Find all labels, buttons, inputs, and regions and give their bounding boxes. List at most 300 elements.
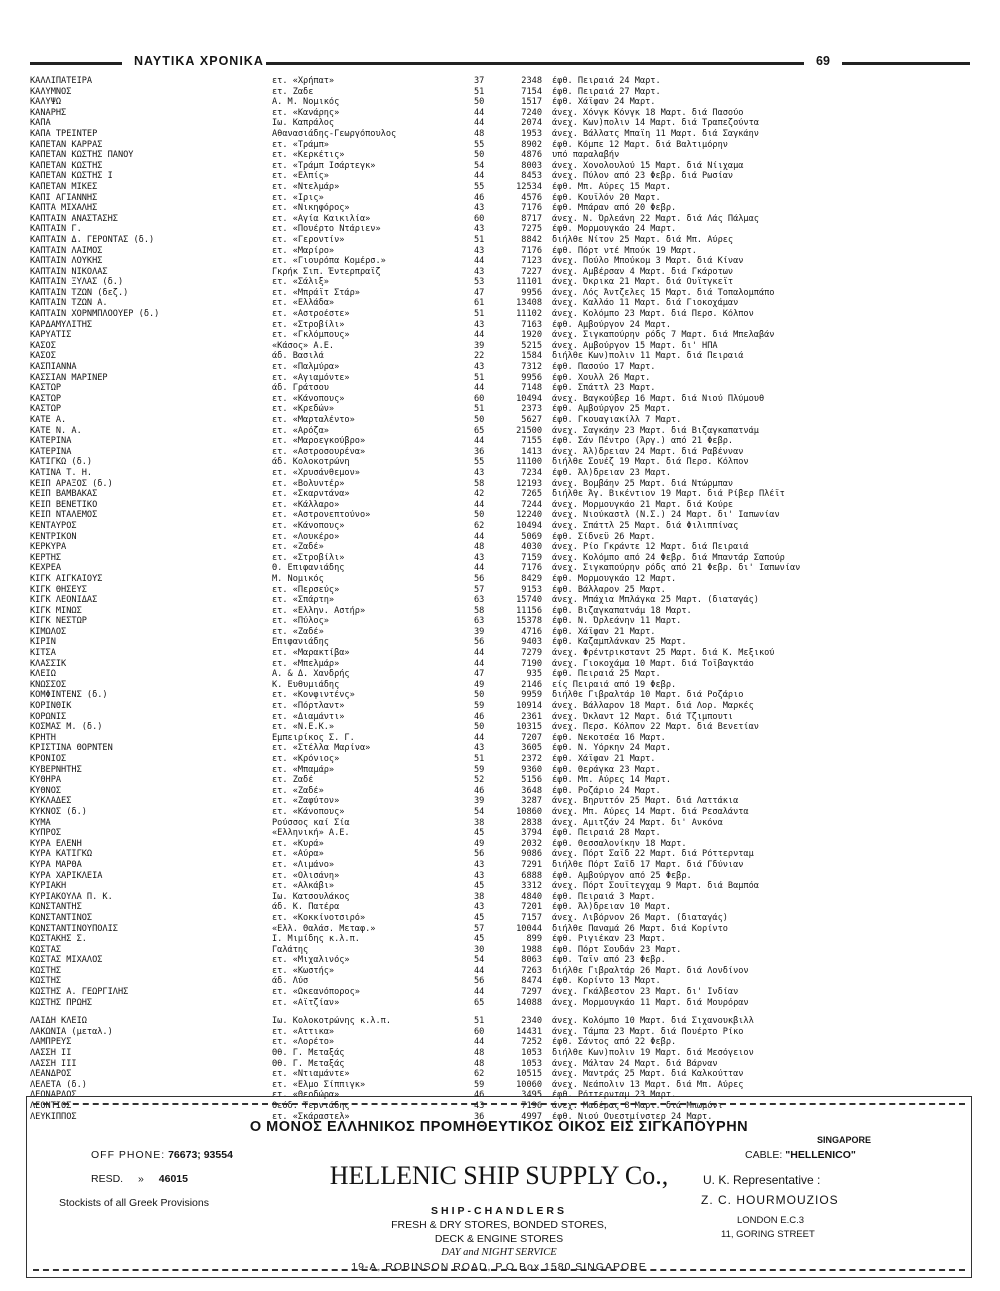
build-year: 42 [474,489,485,500]
table-row [30,383,970,394]
tonnage: 7244 [521,499,542,510]
ship-movement: διήλθε Άγ. Βικέντιον 19 Μαρτ. διά Ρίβερ Πλέϊτ [552,489,785,500]
ship-name: ΚΩΣΤΗΣ [30,965,62,976]
build-year: 44 [474,732,485,743]
ship-name: ΚΑΠΙ ΑΓΙΑΝΝΗΣ [30,192,98,203]
tonnage: 7279 [521,648,542,659]
ship-name: ΚΑΛΥΨΩ [30,97,62,108]
ship-name: ΚΑΣΟΣ [30,340,56,351]
tonnage: 7123 [521,256,542,267]
tonnage: 15740 [516,595,542,606]
build-year: 51 [474,404,485,415]
ship-owner: ετ. «Τράμπ» [272,139,329,150]
ship-name: ΚΥΡΑ ΜΑΡΘΑ [30,859,82,870]
table-row [30,849,970,860]
ship-name: ΚΥΡΙΑΚΟΥΛΑ Π. Κ. [30,891,113,902]
build-year: 44 [474,330,485,341]
ship-name: ΚΥΚΝΟΣ (δ.) [30,806,87,817]
ship-movement: διήλθε Νίτον 25 Μαρτ. διά Μπ. Αύρες [552,234,734,245]
ship-name: ΚΡΗΤΗ [30,732,56,743]
ship-movement: διήλθε Πόρτ Σαϊδ 17 Μαρτ. διά Γδύνιαν [552,859,744,870]
ship-owner: άδ. Κ. Πατέρα [272,902,340,913]
build-year: 51 [474,309,485,320]
ship-movement: έφθ. Χουλλ 26 Μαρτ. [552,372,651,383]
cable-address [745,1149,856,1161]
ship-owner: άδ. Γράτσου [272,383,329,394]
build-year: 30 [474,944,485,955]
ship-owner: ετ. «Αύρα» [272,849,324,860]
ship-owner: ετ. Ζαδέ [272,775,314,786]
tonnage: 4997 [521,1111,542,1122]
ad-company-name: HELLENIC SHIP SUPPLY Co., [329,1161,669,1190]
build-year: 55 [474,181,485,192]
ship-name: ΚΩΣΤΗΣ [30,976,62,987]
table-row [30,585,970,596]
build-year: 48 [474,1058,485,1069]
build-year: 50 [474,150,485,161]
build-year: 39 [474,340,485,351]
ship-movement: άνεχ. Χόνγκ Κόνγκ 18 Μαρτ. διά Πασούο [552,107,744,118]
build-year: 51 [474,86,485,97]
header-rule-left [30,62,122,65]
ship-movement: έφθ. Πειραιά 28 Μαρτ. [552,828,661,839]
ship-movement: έφθ. Αμβούργον 25 Μαρτ. [552,404,671,415]
ship-name: ΚΑΤΕ Α. [30,415,67,425]
table-row [30,108,970,119]
tonnage: 9959 [521,690,542,701]
tonnage: 3605 [521,743,542,754]
residence-phone [91,1173,188,1185]
ship-owner: ετ. «Κρεδών» [272,404,335,415]
ship-name: ΚΑΤΙΓΚΩ (δ.) [30,457,93,468]
build-year: 51 [474,234,485,245]
ship-movement: άνεχ. Άλ)δρειαν 24 Μαρτ. διά Ραβένναν [552,446,744,457]
ship-name: ΚΑΤΕΡΙΝΑ [30,436,72,447]
ship-movement: έφθ. Μπάραν από 20 Φεβρ. [552,203,677,214]
table-row [30,150,970,161]
build-year: 43 [474,362,485,373]
table-row [30,701,970,712]
ad-border-bottom [33,1269,965,1271]
build-year: 48 [474,128,485,139]
tonnage: 7176 [521,203,542,214]
table-row [30,924,970,935]
resd-number: 46015 [158,1173,188,1185]
tonnage: 11156 [516,605,542,616]
ship-name: ΚΑΣΠΙΑΝΝΑ [30,362,77,373]
ship-movement: έφθ. Σίδνεϋ 26 Μαρτ. [552,531,656,542]
table-row [30,203,970,214]
build-year: 45 [474,881,485,892]
tonnage: 7196 [521,1101,542,1111]
ship-name: ΚΙΤΣΑ [30,648,56,659]
services-line-1: FRESH & DRY STORES, BONDED STORES, [391,1219,607,1231]
build-year: 43 [474,743,485,754]
ship-movement: άνεχ. Τάμπα 23 Μαρτ. διά Πουέρτο Ρίκο [552,1026,744,1037]
ship-owner: ετ. «Κερκέτις» [272,150,345,161]
tonnage: 7159 [521,552,542,563]
build-year: 46 [474,192,485,203]
table-row [30,532,970,543]
table-row [30,193,970,204]
ship-movement: άνεχ. Νιούκαστλ (Ν.Σ.) 24 Μαρτ. δι' Ιαπωνίαν [552,510,780,521]
table-row [30,574,970,585]
ad-city: SINGAPORE [817,1135,872,1145]
ship-owner: Α. Μ. Νομικός [272,97,340,108]
table-row [30,235,970,246]
build-year: 53 [474,277,485,288]
ship-movement: άνεχ. Κολόμπο 23 Μαρτ. διά Περσ. Κόλπον [552,309,754,320]
ship-movement: έφθ. Καζαμπλάνκαν 25 Μαρτ. [552,637,687,648]
ship-name: ΚΑΡΥΑΤΙΣ [30,330,72,341]
ship-movement: έφθ. Χάϊφαν 21 Μαρτ. [552,754,656,764]
ship-name: ΚΑΣΣΙΑΝ ΜΑΡΙΝΕΡ [30,372,108,383]
build-year: 58 [474,478,485,489]
ship-name: ΚΕΪΠ ΒΑΜΒΑΚΑΣ [30,489,98,500]
rep-street: 11, GORING STREET [721,1229,815,1240]
table-row [30,542,970,553]
ship-name: ΚΑΝΑΡΗΣ [30,107,67,118]
build-year: 54 [474,806,485,817]
ship-owner: ετ. «Μαροεγκούβρο» [272,436,366,447]
tonnage: 10914 [516,701,542,712]
table-row [30,500,970,511]
table-row [30,362,970,373]
tonnage: 7163 [521,319,542,330]
build-year: 48 [474,1048,485,1059]
tonnage: 14431 [516,1026,542,1037]
tonnage: 2348 [521,76,542,86]
tonnage: 8003 [521,160,542,171]
build-year: 51 [474,372,485,383]
ship-name: ΛΑΙΔΗ ΚΛΕΙΩ [30,1016,87,1027]
office-phone [91,1149,233,1161]
rep-name: Z. C. HOURMOUZIOS [701,1193,839,1207]
ship-owner: ετ. «Αστρονεπτούνο» [272,510,371,521]
tonnage: 8429 [521,573,542,584]
tonnage: 3794 [521,828,542,839]
uk-representative: U. K. Representative : [703,1173,821,1187]
tonnage: 7154 [521,86,542,97]
tonnage: 12534 [516,181,542,192]
ship-movement: έφθ. Πόρτ Σουδάν 23 Μαρτ. [552,944,682,955]
ship-owner: Ρούσσος καί Σία [272,817,350,828]
ship-owner: ετ. «Κάλλαρο» [272,499,340,510]
build-year: 44 [474,499,485,510]
build-year: 43 [474,1101,485,1111]
ship-movement: έφθ. Μορμουγκάο 24 Μαρτ. [552,224,677,235]
table-row [30,680,970,691]
ship-owner: ετ. «Ελπίς» [272,171,329,182]
services-line-3: DAY and NIGHT SERVICE [441,1247,557,1258]
ship-movement: έφθ. Χάϊφαν 24 Μαρτ. [552,97,656,108]
resd-label: RESD. [91,1173,124,1185]
tonnage: 11101 [516,277,542,288]
ship-name: ΚΩΝΣΤΑΝΤΙΝΟΣ [30,912,93,923]
table-row [30,902,970,913]
tonnage: 12193 [516,478,542,489]
table-row [30,140,970,151]
ship-owner: Γκρήκ Σιπ. Έντερπραϊζ [272,266,381,277]
header-rule-middle [266,62,804,65]
table-row [30,892,970,903]
tonnage: 10044 [516,923,542,934]
table-row [30,309,970,320]
ship-name: ΚΥΒΕΡΝΗΤΗΣ [30,764,82,775]
section-gap [30,1008,970,1016]
tonnage: 9403 [521,637,542,648]
table-row [30,404,970,415]
table-row [30,76,970,87]
table-row [30,976,970,987]
table-row [30,871,970,882]
tonnage: 3648 [521,785,542,796]
tonnage: 1953 [521,128,542,139]
table-row [30,775,970,786]
ship-movement: άνεχ. Βηρυττόν 25 Μαρτ. διά Λαττάκια [552,796,739,807]
ship-movement: άνεχ. Βαγκούβερ 16 Μαρτ. διά Νιού Πλύμουθ [552,393,765,404]
ship-name: ΚΩΣΤΑΚΗΣ Σ. [30,934,87,945]
ship-name: ΚΩΝΣΤΑΝΤΗΣ [30,902,82,913]
ship-movement: άνεχ. Όκρικα 21 Μαρτ. διά Ουϊτγκεϊτ [552,277,734,288]
ship-movement: έφθ. Αμβούργον από 25 Φεβρ. [552,870,692,881]
tonnage: 7240 [521,107,542,118]
ship-name: ΚΑΠΤΑΙΝ ΤΖΩΝ (δεζ.) [30,287,129,298]
ship-name: ΚΩΣΤΗΣ ΠΡΩΗΣ [30,997,93,1008]
ship-owner: άδ. Λύσ [272,976,309,987]
ship-owner: ετ. «Ζαφύτον» [272,796,340,807]
build-year: 44 [474,118,485,129]
table-row [30,1059,970,1070]
ship-movement: άνεχ. Φρέντρικσταντ 25 Μαρτ. διά Κ. Μεξικού [552,648,775,659]
table-row [30,1027,970,1038]
ship-name: ΚΑΠΕΤΑΝ ΚΑΡΡΑΣ [30,139,103,150]
build-year: 44 [474,1037,485,1048]
ship-owner: ετ. «Αϊτζίαν» [272,997,340,1008]
ship-name: ΚΥΘΗΡΑ [30,775,62,786]
ship-movement: άνεχ. Πόρτ Σουϊτεγχαμ 9 Μαρτ. διά Βαμπόα [552,881,759,892]
table-row [30,1016,970,1027]
build-year: 36 [474,1111,485,1122]
ship-name: ΚΥΡΙΑΚΗ [30,881,67,892]
ship-owner: Θεόδ. Τερνιάδης [272,1101,350,1111]
table-row [30,298,970,309]
tonnage: 1053 [521,1048,542,1059]
cable-name: "HELLENICO" [785,1149,856,1161]
tonnage: 2074 [521,118,542,129]
ship-name: ΚΕΝΤΡΙΚΟΝ [30,531,77,542]
ship-name: ΚΑΛΛΙΠΑΤΕΙΡΑ [30,76,93,86]
ship-movement: άνεχ. Περσ. Κόλπον 22 Μαρτ. διά Βενετίαν [552,722,759,733]
tonnage: 7234 [521,467,542,478]
ship-owner: Θθ. Γ. Μεταξάς [272,1048,345,1059]
table-row [30,839,970,850]
build-year: 47 [474,669,485,680]
tonnage: 9360 [521,764,542,775]
build-year: 37 [474,76,485,86]
build-year: 43 [474,245,485,256]
ship-name: ΚΑΠΕΤΑΝ ΚΩΣΤΗΣ ΠΑΝΟΥ [30,150,134,161]
ship-name: ΚΥΘΝΟΣ [30,785,62,796]
table-row [30,267,970,278]
ship-movement: άνεχ. Αμβέρσαν 4 Μαρτ. διά Γκάροτων [552,266,734,277]
ship-movement: άνεχ. Σιγκαπούρην ρόδς από 21 Φεβρ. δι' Ιαπωνίαν [552,563,801,574]
tonnage: 7207 [521,732,542,743]
table-row [30,743,970,754]
ship-name: ΚΕΡΚΥΡΑ [30,542,67,553]
ship-name: ΚΑΠΤΑΙΝ ΤΖΩΝ Α. [30,298,108,309]
ship-owner: ετ. «Μπαμάρ» [272,764,335,775]
ship-movement: έφθ. Πειραιά 24 Μαρτ. [552,76,661,86]
ship-name: ΚΩΝΣΤΑΝΤΙΝΟΥΠΟΛΙΣ [30,923,118,934]
table-row [30,246,970,257]
table-row [30,722,970,733]
build-year: 52 [474,775,485,786]
ship-movement: έφθ. Ριγιέκαν 23 Μαρτ. [552,934,666,945]
tonnage: 7176 [521,245,542,256]
build-year: 54 [474,955,485,966]
ship-owner: ετ. «Ντελμάρ» [272,181,340,192]
build-year: 44 [474,658,485,669]
ship-movement: άνεχ. Μορμουγκάο 21 Μαρτ. διά Κούρε [552,499,734,510]
ship-name: ΚΑΣΟΣ [30,351,56,362]
table-row [30,1037,970,1048]
tonnage: 2032 [521,838,542,849]
build-year: 36 [474,446,485,457]
ship-movement: άνεχ. Γκάλβεστον 23 Μαρτ. δι' Ινδίαν [552,987,739,998]
ship-name: ΛΑΜΠΡΕΥΣ [30,1037,72,1048]
ship-owner: ετ. Ζαδε [272,86,314,97]
ship-name: ΚΑΠΤΑΙΝ ΛΑΙΜΟΣ [30,245,103,256]
tonnage: 7312 [521,362,542,373]
ship-owner: Γαλάτης [272,944,309,955]
build-year: 57 [474,584,485,595]
build-year: 51 [474,1016,485,1027]
tonnage: 3495 [521,1090,542,1101]
ship-owner: ετ. «Αγιαμόντε» [272,372,350,383]
build-year: 46 [474,1090,485,1101]
ship-movement: άνεχ. Νεάπολιν 13 Μαρτ. διά Μπ. Αύρες [552,1079,744,1090]
tonnage: 5627 [521,415,542,425]
ship-owner: ετ. «Πύλος» [272,616,329,627]
ship-movement: έφθ. Άλ)δρειαν 10 Μαρτ. [552,902,671,913]
build-year: 65 [474,425,485,436]
ship-movement: διήλθε Παναμά 26 Μαρτ. διά Κορίντο [552,923,728,934]
build-year: 59 [474,764,485,775]
build-year: 48 [474,542,485,553]
table-row [30,224,970,235]
tonnage: 10494 [516,520,542,531]
ship-movement: άνεχ. Μαντράς 25 Μαρτ. διά Καλκούτταν [552,1069,744,1080]
ship-owner: άδ. Βασιλά [272,351,324,362]
table-row [30,415,970,426]
ship-owner: ετ. «Ελμο Σίππιγκ» [272,1079,366,1090]
ship-owner: ετ. «Τράμπ Ισάρτεγκ» [272,160,376,171]
ship-owner: ετ. «Παλμύρα» [272,362,340,373]
ship-owner: Ι. Μιμίδης κ.λ.π. [272,934,360,945]
ship-owner: ετ. «Μιχαλινός» [272,955,350,966]
ship-movement: έφθ. Κόμπε 12 Μαρτ. διά Βαλτιμόρην [552,139,728,150]
tonnage: 2373 [521,404,542,415]
ship-movement: άνεχ. Λιβόρνον 26 Μαρτ. (διαταγάς) [552,912,728,923]
build-year: 59 [474,701,485,712]
ship-movement: έφθ. Θεράγκα 23 Μαρτ. [552,764,661,775]
ship-movement: έφθ. Γκουαγιακίλλ 7 Μαρτ. [552,415,682,425]
ship-name: ΚΡΙΣΤΙΝΑ ΘΟΡΝΤΕΝ [30,743,113,754]
table-row [30,563,970,574]
ship-movement: άνεχ. Κολόμπο 10 Μαρτ. διά Σιχανουκβιλλ [552,1016,754,1027]
ship-movement: διήλθε Γιβραλτάρ 10 Μαρτ. διά Ροζάριο [552,690,744,701]
ship-owner: ετ. «Σπάρτη» [272,595,335,606]
ship-name: ΚΑΠΑ [30,118,51,129]
table-row [30,669,970,680]
tonnage: 7190 [521,658,542,669]
ship-name: ΚΑΠΤΑΙΝ Γ. [30,224,82,235]
ship-name: ΚΑΣΤΩΡ [30,404,62,415]
ship-owner: ετ. «Κοκκίνοτσιρό» [272,912,366,923]
build-year: 56 [474,976,485,987]
ship-owner: «Ελλ. Θαλάσ. Μεταφ.» [272,923,376,934]
ship-movement: άνεχ. Κων)πολιν 14 Μαρτ. διά Τραπεζούντα [552,118,759,129]
build-year: 49 [474,838,485,849]
ship-movement: άνεχ. Μπ. Αύρες 14 Μαρτ. διά Ρεσαλάντα [552,806,749,817]
tonnage: 7157 [521,912,542,923]
build-year: 44 [474,987,485,998]
tonnage: 7148 [521,383,542,394]
tonnage: 4576 [521,192,542,203]
ship-movement: έφθ. Πειραιά 25 Μαρτ. [552,669,661,680]
ship-movement: άνεχ. Μαδέρας 8 Μαρτ. διά Μπωμόντ [552,1101,723,1111]
page-header [30,54,970,74]
build-year: 61 [474,298,485,309]
ship-movement: έφθ. Ν. Υόρκην 24 Μαρτ. [552,743,671,754]
build-year: 44 [474,171,485,182]
tonnage: 1053 [521,1058,542,1069]
ship-name: ΚΑΠΤΑ ΜΙΧΑΛΗΣ [30,203,98,214]
ship-owner: «Ελληνική» Α.Ε. [272,828,350,839]
ship-movement: διήλθε Γιβραλτάρ 26 Μαρτ. διά Λονδίνον [552,965,749,976]
tonnage: 6888 [521,870,542,881]
table-row [30,436,970,447]
tonnage: 9956 [521,372,542,383]
ship-owner: ετ. «Νικηφόρος» [272,203,350,214]
ship-chandlers: SHIP-CHANDLERS [431,1205,567,1217]
tonnage: 13408 [516,298,542,309]
ship-owner: Ιω. Κολοκοτρώνης κ.λ.π. [272,1016,391,1027]
ship-owner: ετ. «Ωκεανόπορος» [272,987,360,998]
ship-name: ΚΑΣΤΩΡ [30,383,62,394]
ship-name: ΚΥΚΛΑΔΕΣ [30,796,72,807]
ship-owner: ετ. «Ζαδέ» [272,626,324,637]
tonnage: 7155 [521,436,542,447]
build-year: 63 [474,616,485,627]
ship-owner: Θθ. Γ. Μεταξάς [272,1058,345,1069]
ship-name: ΚΟΣΜΑΣ Μ. (δ.) [30,722,103,733]
ship-name: ΚΕΡΤΗΣ [30,552,62,563]
table-row [30,616,970,627]
tonnage: 9956 [521,287,542,298]
build-year: 49 [474,679,485,690]
tonnage: 3287 [521,796,542,807]
ship-movement: άνεχ. Αμιτζάν 24 Μαρτ. δι' Ανκόνα [552,817,723,828]
table-row [30,860,970,871]
ship-owner: ετ. «Ιρις» [272,192,324,203]
ship-name: ΚΟΡΩΝΙΣ [30,711,67,722]
table-row [30,161,970,172]
ship-name: ΚΑΠΕΤΑΝ ΚΩΣΤΗΣ [30,160,103,171]
table-row [30,881,970,892]
tonnage: 2361 [521,711,542,722]
